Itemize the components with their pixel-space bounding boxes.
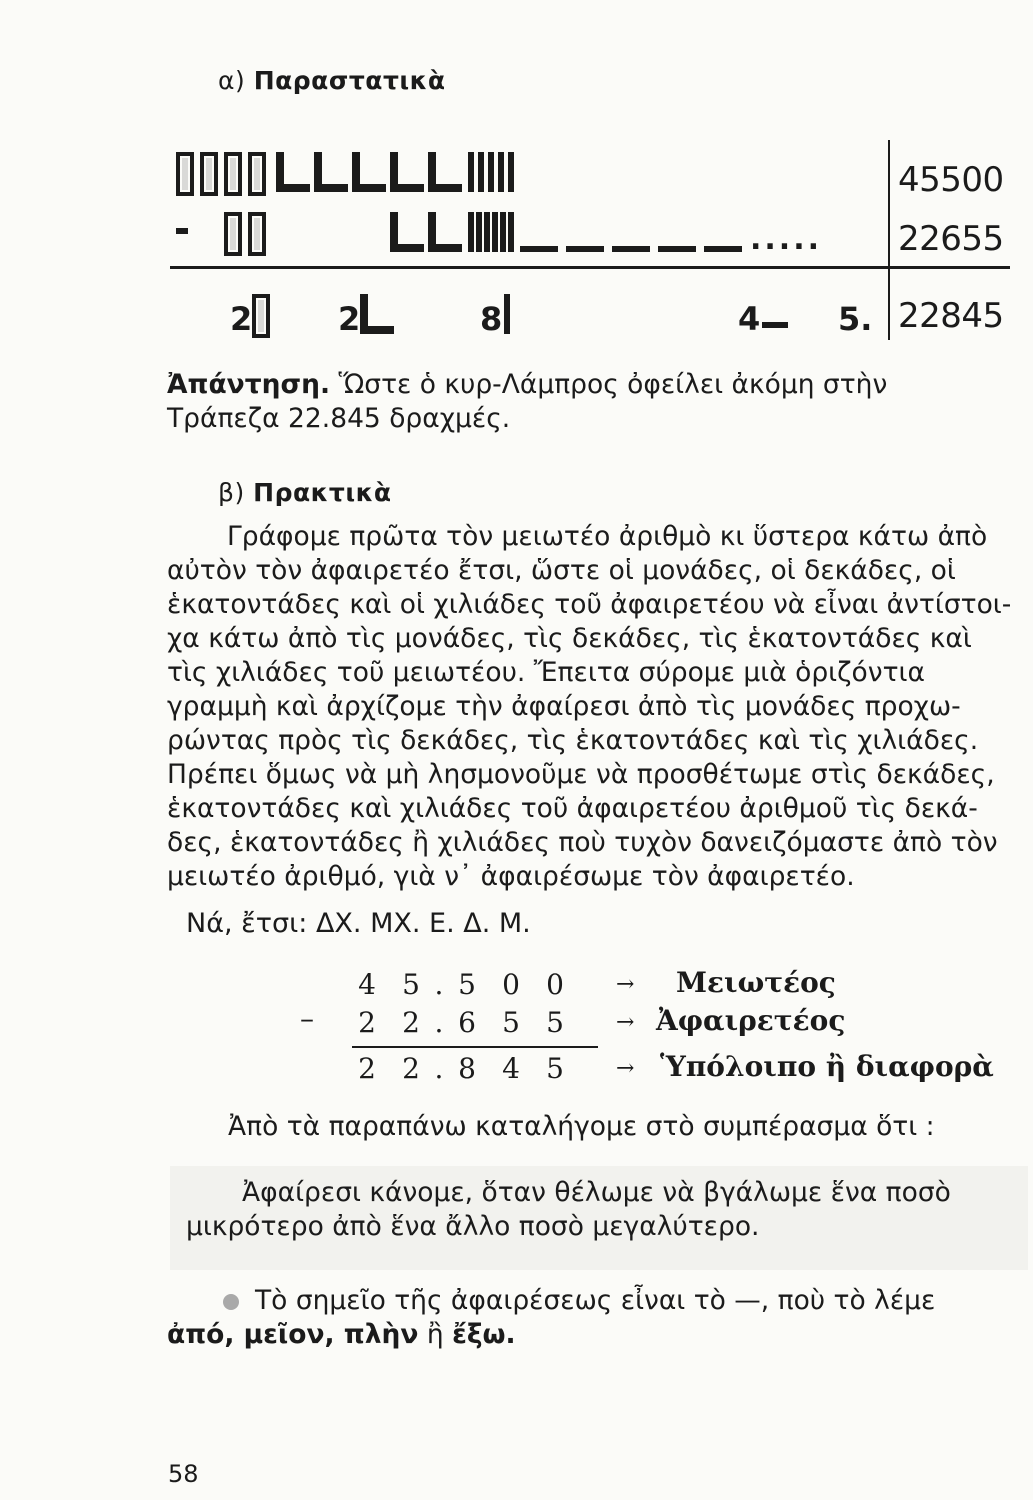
hundred-symbol xyxy=(492,212,498,252)
digit: 6 xyxy=(458,1006,476,1039)
arrow-icon: → xyxy=(616,1010,635,1035)
figure-dots: ..... xyxy=(750,222,822,257)
conclusion-line: Ἀπὸ τὰ παραπάνω καταλήγομε στὸ συμπέρασμα ὅτι : xyxy=(228,1111,935,1142)
thousand-symbol xyxy=(428,212,462,252)
body-line: δες, ἑκατοντάδες ἢ χιλιάδες ποὺ τυχὸν δανειζόμαστε ἀπὸ τὸν xyxy=(167,827,998,858)
figure-horizontal-rule xyxy=(170,266,1010,269)
digit: 5 xyxy=(502,1006,520,1039)
answer-text-1: Ὥστε ὁ κυρ-Λάμπρος ὀφείλει ἀκόμη στὴν xyxy=(338,369,888,400)
unit-dash xyxy=(704,246,742,252)
page-number: 58 xyxy=(168,1460,199,1488)
hundred-symbol xyxy=(488,152,494,192)
figure-vertical-rule xyxy=(888,140,890,340)
ten-thousand-symbol xyxy=(224,212,242,256)
digit: 5 xyxy=(546,1006,564,1039)
body-line: Γράφομε πρῶτα τὸν μειωτέο ἀριθμὸ κι ὕστερα κάτω ἀπὸ xyxy=(227,521,988,552)
section-b-marker: β) xyxy=(218,478,245,507)
body-line: γραμμὴ καὶ ἀρχίζομε τὴν ἀφαίρεσι ἀπὸ τὶς μονάδες προχω- xyxy=(167,691,961,722)
hundred-symbol xyxy=(508,152,514,192)
hundred-symbol xyxy=(484,212,490,252)
body-line: ἑκατοντάδες καὶ χιλιάδες τοῦ ἀφαιρετέου ἀριθμοῦ τὶς δεκά- xyxy=(167,793,978,824)
section-a-marker: α) xyxy=(218,66,246,95)
unit-dash xyxy=(762,322,788,328)
hundred-symbol xyxy=(478,152,484,192)
digit: 0 xyxy=(502,968,520,1001)
ten-thousand-symbol xyxy=(248,152,266,196)
digit: 2 xyxy=(402,1052,420,1085)
thousand-symbol xyxy=(352,152,386,192)
unit-dash xyxy=(566,246,604,252)
arrow-icon: → xyxy=(616,972,635,997)
digit: 8 xyxy=(458,1052,476,1085)
thousand-symbol xyxy=(428,152,462,192)
result-digit: 4 xyxy=(738,300,761,338)
place-value-notation: Νά, ἔτσι: ΔΧ. ΜΧ. Ε. Δ. Μ. xyxy=(186,908,531,939)
minuend-label: Μειωτέος xyxy=(676,966,836,999)
body-line: αὐτὸν τὸν ἀφαιρετέο ἔτσι, ὥστε οἱ μονάδες, οἱ δεκάδες, οἱ xyxy=(167,555,956,586)
section-b-heading xyxy=(218,478,392,507)
digit-separator: . xyxy=(434,1006,444,1039)
section-b-title: Πρακτικὰ xyxy=(253,478,392,507)
thousand-symbol xyxy=(276,152,310,192)
ten-thousand-symbol xyxy=(200,152,218,196)
section-a-heading xyxy=(218,66,446,95)
difference-label: Ὑπόλοιπο ἢ διαφορὰ xyxy=(660,1050,994,1083)
minus-sign: – xyxy=(300,1002,314,1035)
unit-dash xyxy=(612,246,650,252)
thousand-symbol xyxy=(360,294,394,334)
minus-name-exo: ἔξω. xyxy=(452,1319,516,1350)
subtrahend-label: Ἀφαιρετέος xyxy=(656,1004,846,1037)
digit: 5 xyxy=(546,1052,564,1085)
ten-thousand-symbol xyxy=(176,152,194,196)
result-digit: 5. xyxy=(838,300,873,338)
result-digit: 2 xyxy=(338,300,361,338)
hundred-symbol xyxy=(508,212,514,252)
hundred-symbol xyxy=(468,152,474,192)
minus-names: ἀπό, μεῖον, πλὴν xyxy=(167,1319,419,1350)
digit: 5 xyxy=(458,968,476,1001)
arrow-icon: → xyxy=(616,1056,635,1081)
body-line: τὶς χιλιάδες τοῦ μειωτέου. Ἔπειτα σύρομε μιὰ ὁριζόντια xyxy=(167,657,925,688)
final-line-1: Τὸ σημεῖο τῆς ἀφαιρέσεως εἶναι τὸ —, ποὺ τὸ λέμε xyxy=(255,1285,936,1316)
rule-line-2: μικρότερο ἀπὸ ἕνα ἄλλο ποσὸ μεγαλύτερο. xyxy=(186,1211,760,1242)
digit: 4 xyxy=(502,1052,520,1085)
subtraction-rule xyxy=(352,1046,598,1048)
minuend-number: 45500 xyxy=(898,160,1004,200)
section-a-title: Παραστατικὰ xyxy=(253,66,446,95)
minus-mark xyxy=(176,228,188,234)
digit-separator: . xyxy=(434,968,444,1001)
column-subtraction xyxy=(300,960,994,1110)
hundred-symbol xyxy=(504,294,510,334)
hundred-symbol xyxy=(476,212,482,252)
final-connector: ἢ xyxy=(418,1319,453,1350)
rule-box xyxy=(170,1166,1028,1270)
thousand-symbol xyxy=(314,152,348,192)
rule-text xyxy=(186,1176,1016,1244)
body-line: ρώντας πρὸς τὶς δεκάδες, τὶς ἑκατοντάδες καὶ τὶς χιλιάδες. xyxy=(167,725,979,756)
answer-text-2: Τράπεζα 22.845 δραχμές. xyxy=(167,403,511,434)
body-line: χα κάτω ἀπὸ τὶς μονάδες, τὶς δεκάδες, τὶς ἑκατοντάδες καὶ xyxy=(167,623,972,654)
unit-dash xyxy=(658,246,696,252)
rule-line-1: Ἀφαίρεσι κάνομε, ὅταν θέλωμε νὰ βγάλωμε ἕνα ποσὸ xyxy=(242,1177,951,1208)
body-line: μειωτέο ἀριθμό, γιὰ ν᾽ ἀφαιρέσωμε τὸν ἀφαιρετέο. xyxy=(167,861,855,892)
digit: 2 xyxy=(358,1052,376,1085)
answer-paragraph xyxy=(167,368,1017,436)
digit: 4 xyxy=(358,968,376,1001)
digit-separator: . xyxy=(434,1052,444,1085)
digit: 0 xyxy=(546,968,564,1001)
body-line: Πρέπει ὅμως νὰ μὴ λησμονοῦμε νὰ προσθέτωμε στὶς δεκάδες, xyxy=(167,759,995,790)
thousand-symbol xyxy=(390,212,424,252)
unit-dash xyxy=(520,246,558,252)
final-line-2 xyxy=(167,1318,1027,1352)
body-line: ἑκατοντάδες καὶ οἱ χιλιάδες τοῦ ἀφαιρετέου νὰ εἶναι ἀντίστοι- xyxy=(167,589,1012,620)
digit: 2 xyxy=(402,1006,420,1039)
result-digit: 8 xyxy=(480,300,503,338)
hundred-symbol xyxy=(498,152,504,192)
explanation-paragraph xyxy=(167,520,1022,894)
thousand-symbol xyxy=(390,152,424,192)
subtrahend-number: 22655 xyxy=(898,219,1004,259)
ten-thousand-symbol xyxy=(248,212,266,256)
result-number: 22845 xyxy=(898,296,1004,336)
hundred-symbol xyxy=(500,212,506,252)
ten-thousand-symbol xyxy=(252,294,270,338)
representational-figure xyxy=(170,140,1015,340)
result-digit: 2 xyxy=(230,300,253,338)
hundred-symbol xyxy=(468,212,474,252)
ten-thousand-symbol xyxy=(224,152,242,196)
digit: 2 xyxy=(358,1006,376,1039)
final-paragraph xyxy=(167,1284,1027,1352)
answer-label: Ἀπάντηση. xyxy=(167,369,331,400)
digit: 5 xyxy=(402,968,420,1001)
